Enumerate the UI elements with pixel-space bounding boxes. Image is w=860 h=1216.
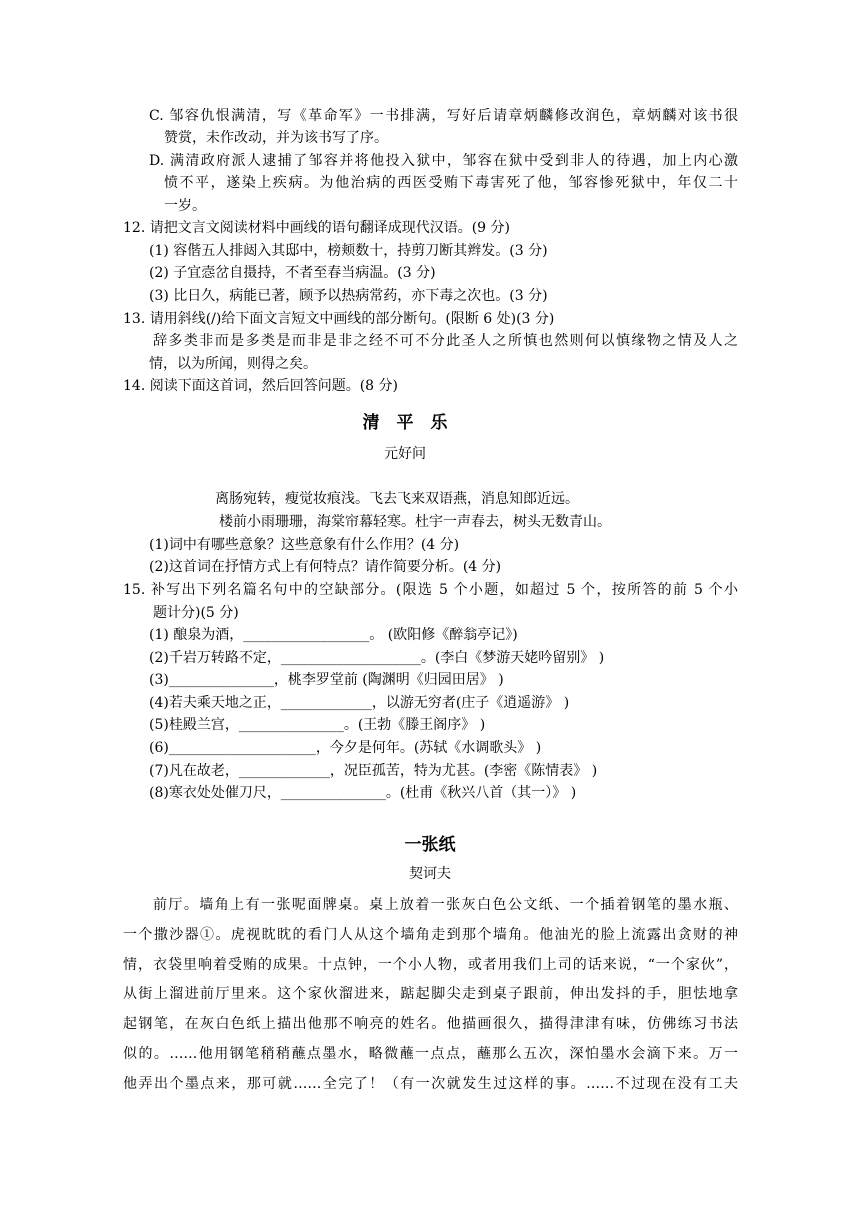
q14-stem: 14. 阅读下面这首词，然后回答问题。(8 分) [123, 378, 398, 394]
poem-line-2: 楼前小雨珊珊，海棠帘幕轻寒。杜宇一声春去，树头无数青山。 [219, 514, 611, 530]
q11-option-c-line2: 赞赏，未作改动，并为该书写了序。 [164, 130, 388, 146]
q15-item-7: (7)凡在故老，_____________，况臣孤苦，特为尤甚。(李密《陈情表》 ) [149, 763, 598, 779]
q15-item-3: (3)_______________，桃李罗堂前 (陶渊明《归园田居》 ) [149, 672, 504, 688]
q13-passage-line1: 辞多类非而是多类是而非是非之经不可不分此圣人之所慎也然则何以慎缘物之情及人之 [153, 333, 738, 349]
q15-item-8: (8)寒衣处处催刀尺，_______________。(杜甫《秋兴八首（其一）》 ) [149, 785, 577, 801]
q15-item-6: (6)_____________________，今夕是何年。(苏轼《水调歌头》 ) [149, 740, 542, 756]
story-line-7: 他弄出个墨点来，那可就……全完了！（有一次就发生过这样的事。……不过现在没有工夫 [123, 1076, 738, 1092]
story-line-5: 起钢笔，在灰白色纸上描出他那不响亮的姓名。他描画很久，描得津津有味，仿佛练习书法 [123, 1016, 738, 1032]
q14-sub-question-2: (2)这首词在抒情方式上有何特点？请作简要分析。(4 分) [149, 559, 502, 575]
q14-sub-question-1: (1)词中有哪些意象？这些意象有什么作用？(4 分) [149, 537, 460, 553]
q15-item-1: (1) 酿泉为酒，__________________。 (欧阳修《醉翁亭记》) [149, 627, 518, 643]
q15-item-2: (2)千岩万转路不定，____________________。(李白《梦游天姥吟留别》 ) [149, 650, 605, 666]
story-line-6: 似的。……他用钢笔稍稍蘸点墨水，略微蘸一点点，蘸那么五次，深怕墨水会滴下来。万一 [123, 1046, 738, 1062]
q13-passage-line2: 情，以为所闻，则得之矣。 [149, 356, 317, 372]
story-line-1: 前厅。墙角上有一张呢面牌桌。桌上放着一张灰白色公文纸、一个插着钢笔的墨水瓶、 [153, 897, 738, 913]
q11-option-d-line3: 一岁。 [164, 198, 206, 214]
q11-option-c-line1: C. 邹容仇恨满清，写《革命军》一书排满，写好后请章炳麟修改润色，章炳麟对该书很 [149, 108, 738, 124]
story-line-4: 从街上溜进前厅里来。这个家伙溜进来，踮起脚尖走到桌子跟前，伸出发抖的手，胆怯地拿 [123, 986, 738, 1002]
q12-sentence-1: (1) 容偕五人排闼入其邸中，榜颊数十，持剪刀断其辫发。(3 分) [149, 243, 548, 259]
poem-line-1: 离肠宛转，瘦觉妆痕浅。飞去飞来双语燕，消息知郎近远。 [215, 491, 579, 507]
q11-option-d-line2: 愤不平，遂染上疾病。为他治病的西医受贿下毒害死了他，邹容惨死狱中，年仅二十 [164, 175, 738, 191]
q11-option-d-line1: D. 满清政府派人逮捕了邹容并将他投入狱中，邹容在狱中受到非人的待遇，加上内心激 [149, 153, 738, 169]
poem-title: 清 平 乐 [362, 413, 448, 433]
q12-stem: 12. 请把文言文阅读材料中画线的语句翻译成现代汉语。(9 分) [123, 220, 510, 236]
q15-stem-line1: 15. 补写出下列名篇名句中的空缺部分。(限选 5 个小题，如超过 5 个，按所答的前 5 个小 [123, 582, 738, 598]
story-line-3: 情，衣袋里响着受贿的成果。十点钟，一个小人物，或者用我们上司的话来说，“一个家伙”， [123, 957, 738, 973]
q13-stem: 13. 请用斜线(/)给下面文言短文中画线的部分断句。(限断 6 处)(3 分) [123, 311, 555, 327]
story-title: 一张纸 [404, 835, 456, 855]
poem-author: 元好问 [384, 446, 426, 462]
story-line-2: 一个撒沙器①。虎视眈眈的看门人从这个墙角走到那个墙角。他油光的脸上流露出贪财的神 [123, 927, 738, 943]
q12-sentence-2: (2) 子宜悫岔自摄持，不者至春当病温。(3 分) [149, 265, 436, 281]
q15-stem-line2: 题计分)(5 分) [153, 605, 239, 621]
q12-sentence-3: (3) 比日久，病能已著，顾予以热病常药，亦下毒之次也。(3 分) [149, 288, 548, 304]
q15-item-4: (4)若夫乘天地之正，_____________，以游无穷者(庄子《逍遥游》 ) [149, 695, 570, 711]
story-author: 契诃夫 [409, 866, 451, 882]
q15-item-5: (5)桂殿兰宫，_______________。(王勃《滕王阁序》 ) [149, 717, 486, 733]
